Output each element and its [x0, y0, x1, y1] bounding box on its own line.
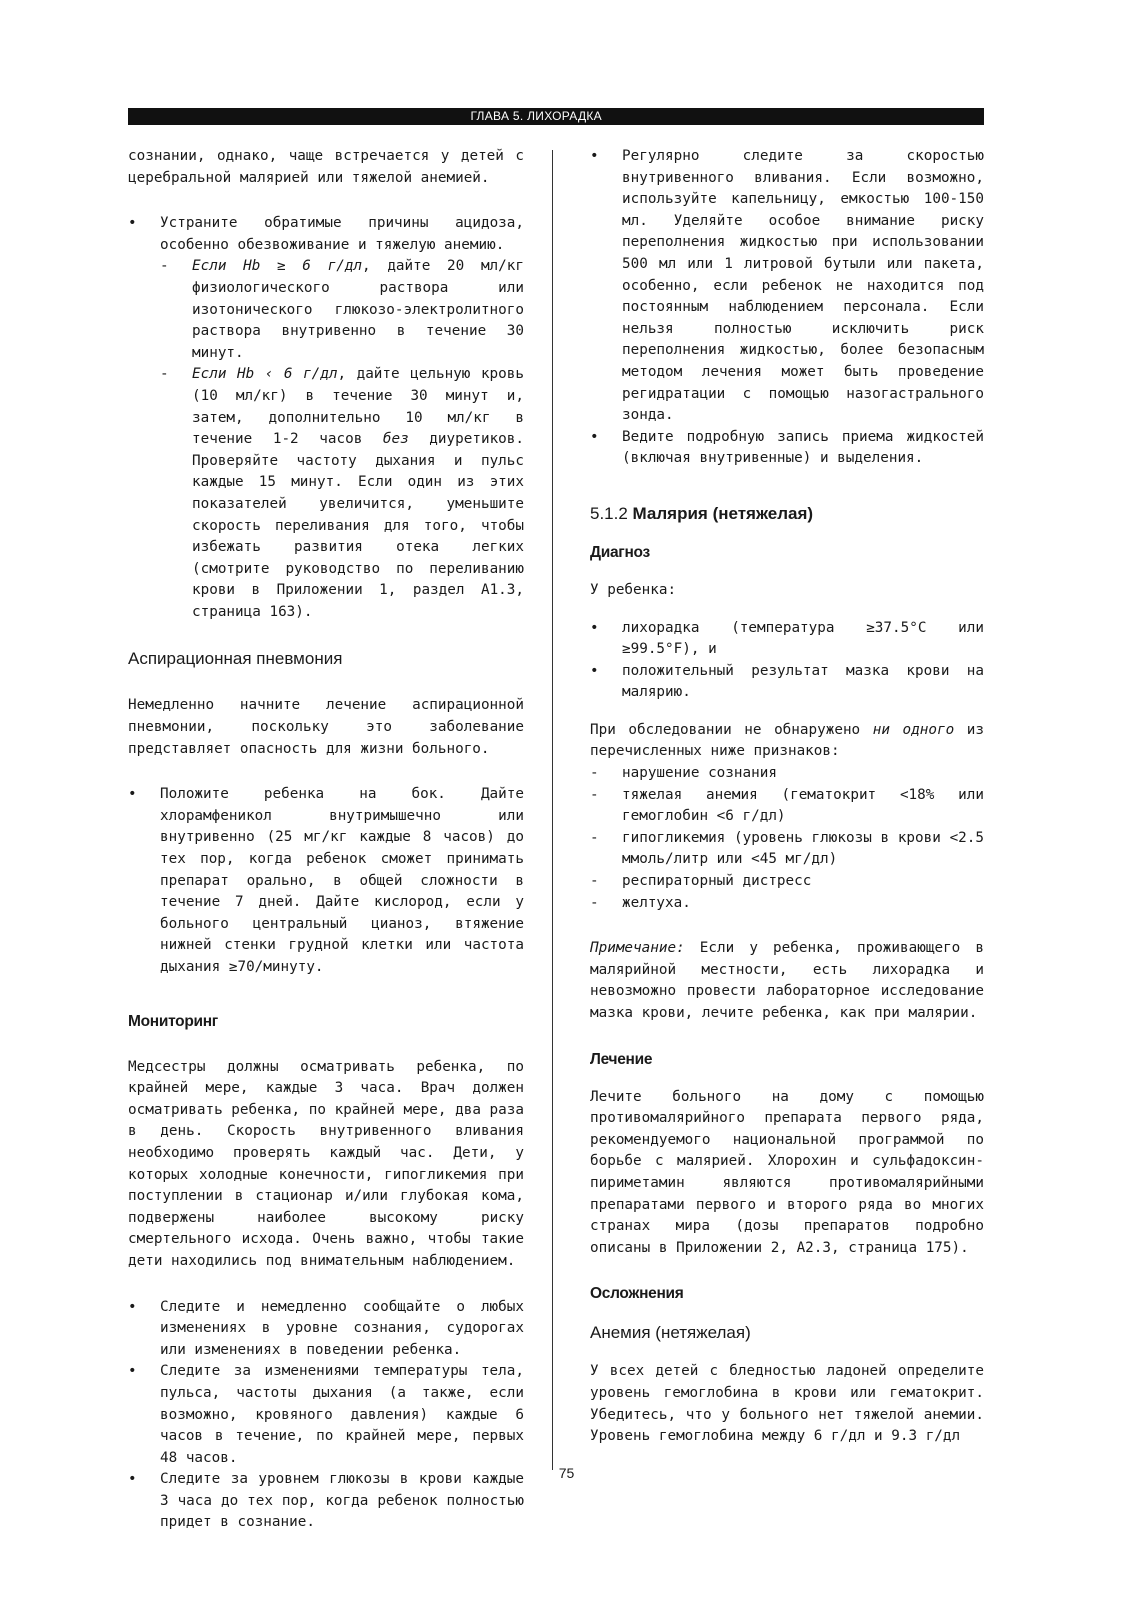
complications-title: Осложнения — [590, 1285, 684, 1303]
section-heading — [590, 502, 984, 526]
monitoring-text: Медсестры должны осматривать ребенка, по крайней мере, каждые 3 часа. Врач должен осматривать ребенка, по крайней мере, два раза в день. Скорость внутривенного вливания необходимо проверять каждый час. Дети, у которых холодные конечности, гипогликемия при поступлении в стационар и/или глубокая кома, подвержены наиболее высокому риску смертельного исхода. Очень важно, чтобы такие дети находились под внимательным наблюдением. — [128, 1058, 524, 1269]
monitoring-bullet-3: • Следите за уровнем глюкозы в крови каждые 3 часа до тех пор, когда ребенок полностью придет в сознание. — [128, 1469, 524, 1534]
hb-low-text-1: , дайте цельную кровь (10 мл/кг) в течение 30 минут и, затем, дополнительно 10 мл/кг в течение 1-2 часов — [192, 366, 524, 448]
diagnosis-title: Диагноз — [590, 543, 650, 561]
hb-low-text-2: диуретиков. Проверяйте частоту дыхания и пульс каждые 15 минут. Если один из этих показателей увеличится, уменьшите скорость переливания для того, чтобы избежать развития отека легких (смотрите руководство по переливанию крови в Приложении 1, раздел А1.3, страница 163). — [192, 431, 524, 620]
section-number: 5.1.2 — [590, 503, 628, 523]
anemia-title: Анемия (нетяжелая) — [590, 1323, 751, 1343]
diagnosis-bullet-1: • лихорадка (температура ≥37.5°С или ≥99.5°F), и — [590, 618, 984, 661]
column-divider — [552, 150, 553, 1470]
exam-sign-3: - гипогликемия (уровень глюкозы в крови <2.5 ммоль/литр или <45 мг/дл) — [590, 828, 984, 871]
monitoring-bullet-2: • Следите за изменениями температуры тела, пульса, частоты дыхания (а также, если возможно, кровяного давления) каждые 6 часов в течение, по крайней мере, первых 48 часов. — [128, 1361, 524, 1469]
hb-low-emphasis: без — [382, 431, 409, 448]
exam-sign-1: - нарушение сознания — [590, 763, 984, 785]
hb-high-condition: Если Hb ≥ 6 г/дл — [192, 258, 363, 275]
exam-sign-5: - желтуха. — [590, 893, 984, 915]
hb-low-item — [160, 364, 524, 623]
monitoring-title: Мониторинг — [128, 1012, 218, 1030]
page-number: 75 — [558, 1465, 575, 1481]
exam-text-post: из перечисленных ниже признаков: — [590, 721, 985, 760]
right-column — [590, 146, 984, 1448]
chapter-title: ГЛАВА 5. ЛИХОРАДКА — [470, 109, 602, 123]
aspiration-text: Немедленно начните лечение аспирационной пневмонии, поскольку это заболевание представляет опасность для жизни больного. — [128, 697, 524, 757]
intro-paragraph: сознании, однако, чаще встречается у детей с церебральной малярией или тяжелой анемией. — [128, 148, 524, 186]
exam-text-pre: При обследовании не обнаружено — [590, 721, 873, 738]
note-paragraph — [590, 938, 984, 1024]
section-title: Малярия (нетяжелая) — [632, 503, 814, 523]
treatment-title: Лечение — [590, 1050, 653, 1068]
acidosis-bullet: • Устраните обратимые причины ацидоза, особенно обезвоживание и тяжелую анемию. — [128, 213, 524, 256]
anemia-text: У всех детей с бледностью ладоней определите уровень гемоглобина в крови или гематокрит. Убедитесь, что у больного нет тяжелой анемии. Уровень гемоглобина между 6 г/дл и 9.3 г/дл — [590, 1363, 984, 1445]
iv-rate-bullet: • Регулярно следите за скоростью внутривенного вливания. Если возможно, используйте капельницу, емкостью 100-150 мл. Уделяйте особое внимание риску переполнения жидкостью при использовании 500 мл или 1 литровой бутыли или пакета, особенно, если ребенок не находится под постоянным наблюдением персонала. Если нельзя полностью исключить риск переполнения жидкостью, более безопасным методом лечения может быть проведение регидратации с помощью назогастрального зонда. — [590, 146, 984, 427]
fluid-record-bullet: • Ведите подробную запись приема жидкостей (включая внутривенные) и выделения. — [590, 427, 984, 470]
hb-high-item — [160, 256, 524, 364]
aspiration-bullet: • Положите ребенка на бок. Дайте хлорамфеникол внутримышечно или внутривенно (25 мг/кг каждые 8 часов) до тех пор, когда ребенок сможет принимать препарат орально, в общей сложности в течение 7 дней. Дайте кислород, если у больного центральный цианоз, втяжение нижней стенки грудной клетки или частота дыхания ≥70/минуту. — [128, 784, 524, 978]
treatment-text: Лечите больного на дому с помощью противомалярийного препарата первого ряда, рекомендуемого национальной программой по борьбе с малярией. Хлорохин и сульфадоксин-пириметамин являются противомалярийными препаратами первого и второго ряда во многих странах мира (дозы препаратов подробно описаны в Приложении 2, А2.3, страница 175). — [590, 1088, 984, 1256]
exam-sign-2: - тяжелая анемия (гематокрит <18% или гемоглобин <6 г/дл) — [590, 785, 984, 828]
monitoring-bullet-1: • Следите и немедленно сообщайте о любых изменениях в уровне сознания, судорогах или изменениях в поведении ребенка. — [128, 1297, 524, 1362]
exam-emphasis: ни одного — [872, 721, 955, 738]
chapter-header — [128, 108, 984, 125]
note-text: Если у ребенка, проживающего в малярийной местности, есть лихорадка и невозможно провести лабораторное исследование мазка крови, лечите ребенка, как при малярии. — [590, 940, 984, 1021]
hb-low-condition: Если Hb ‹ 6 г/дл — [192, 366, 338, 383]
note-label: Примечание: — [590, 940, 685, 957]
exam-paragraph — [590, 720, 984, 763]
aspiration-title: Аспирационная пневмония — [128, 649, 343, 669]
exam-sign-4: - респираторный дистресс — [590, 871, 984, 893]
left-column — [128, 146, 524, 1534]
diagnosis-bullet-2: • положительный результат мазка крови на малярию. — [590, 661, 984, 704]
hb-high-text: , дайте 20 мл/кг физиологического раствора или изотонического глюкозо-электролитного раствора внутривенно в течение 30 минут. — [192, 258, 524, 361]
diagnosis-lead: У ребенка: — [590, 581, 677, 598]
